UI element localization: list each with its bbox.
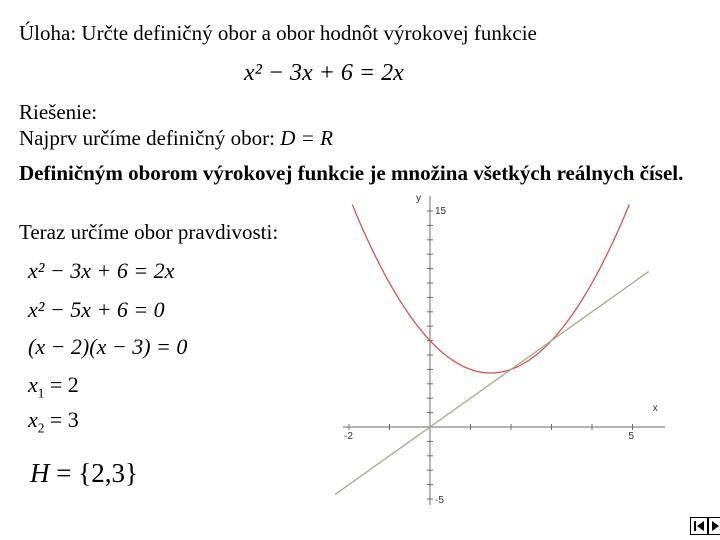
domain-value: D = R (280, 126, 333, 150)
x-tick-label-neg: -2 (344, 431, 353, 442)
skip-back-icon (691, 518, 707, 534)
truth-set-line (19, 219, 278, 245)
task-text: Úloha: Určte definičný obor a obor hodnôt výrokovej funkcie (19, 21, 537, 45)
root-2-val: = 3 (44, 407, 79, 432)
root-1-val: = 2 (44, 372, 79, 397)
result-set-value: {2,3} (78, 458, 138, 488)
root-2-var: x (28, 407, 38, 432)
solution-heading-text: Riešenie: (19, 100, 98, 124)
step-1-text: x² − 3x + 6 = 2x (28, 258, 175, 283)
result-var: H (30, 458, 50, 488)
result-eq: = (49, 458, 79, 488)
root-2-sub: 2 (37, 420, 45, 436)
prev-slide-button[interactable] (690, 517, 708, 535)
step-2-text: x² − 5x + 6 = 0 (28, 297, 165, 322)
x-axis-label: x (652, 403, 658, 414)
truth-set-text: Teraz určíme obor pravdivosti: (19, 220, 279, 244)
root-1-sub: 1 (37, 385, 45, 401)
step-3 (28, 334, 187, 360)
domain-statement-text: Definičným oborom výrokovej funkcie je množina všetkých reálnych čísel. (19, 161, 684, 185)
y-tick-label-pos: 15 (435, 206, 447, 217)
solution-heading (19, 99, 97, 125)
task-heading (19, 20, 537, 46)
step-2 (28, 297, 165, 323)
skip-forward-icon (709, 518, 720, 534)
main-equation (244, 60, 404, 87)
y-axis-label: y (416, 193, 421, 204)
step-5 (28, 407, 79, 436)
series-parabola (352, 205, 629, 373)
result-set (30, 458, 138, 489)
series-line (335, 271, 648, 494)
main-equation-text: x² − 3x + 6 = 2x (244, 60, 404, 86)
step-1 (28, 258, 174, 284)
root-1-var: x (28, 372, 38, 397)
function-graph (335, 190, 665, 510)
step-3-text: (x − 2)(x − 3) = 0 (28, 334, 188, 359)
step-4 (28, 372, 79, 401)
next-slide-button[interactable] (708, 517, 720, 535)
domain-line (19, 125, 333, 151)
y-tick-label-neg: -5 (435, 495, 444, 506)
domain-line-prefix: Najprv určíme definičný obor: (19, 126, 281, 150)
x-tick-label-pos: 5 (628, 431, 635, 442)
domain-statement (19, 160, 687, 186)
